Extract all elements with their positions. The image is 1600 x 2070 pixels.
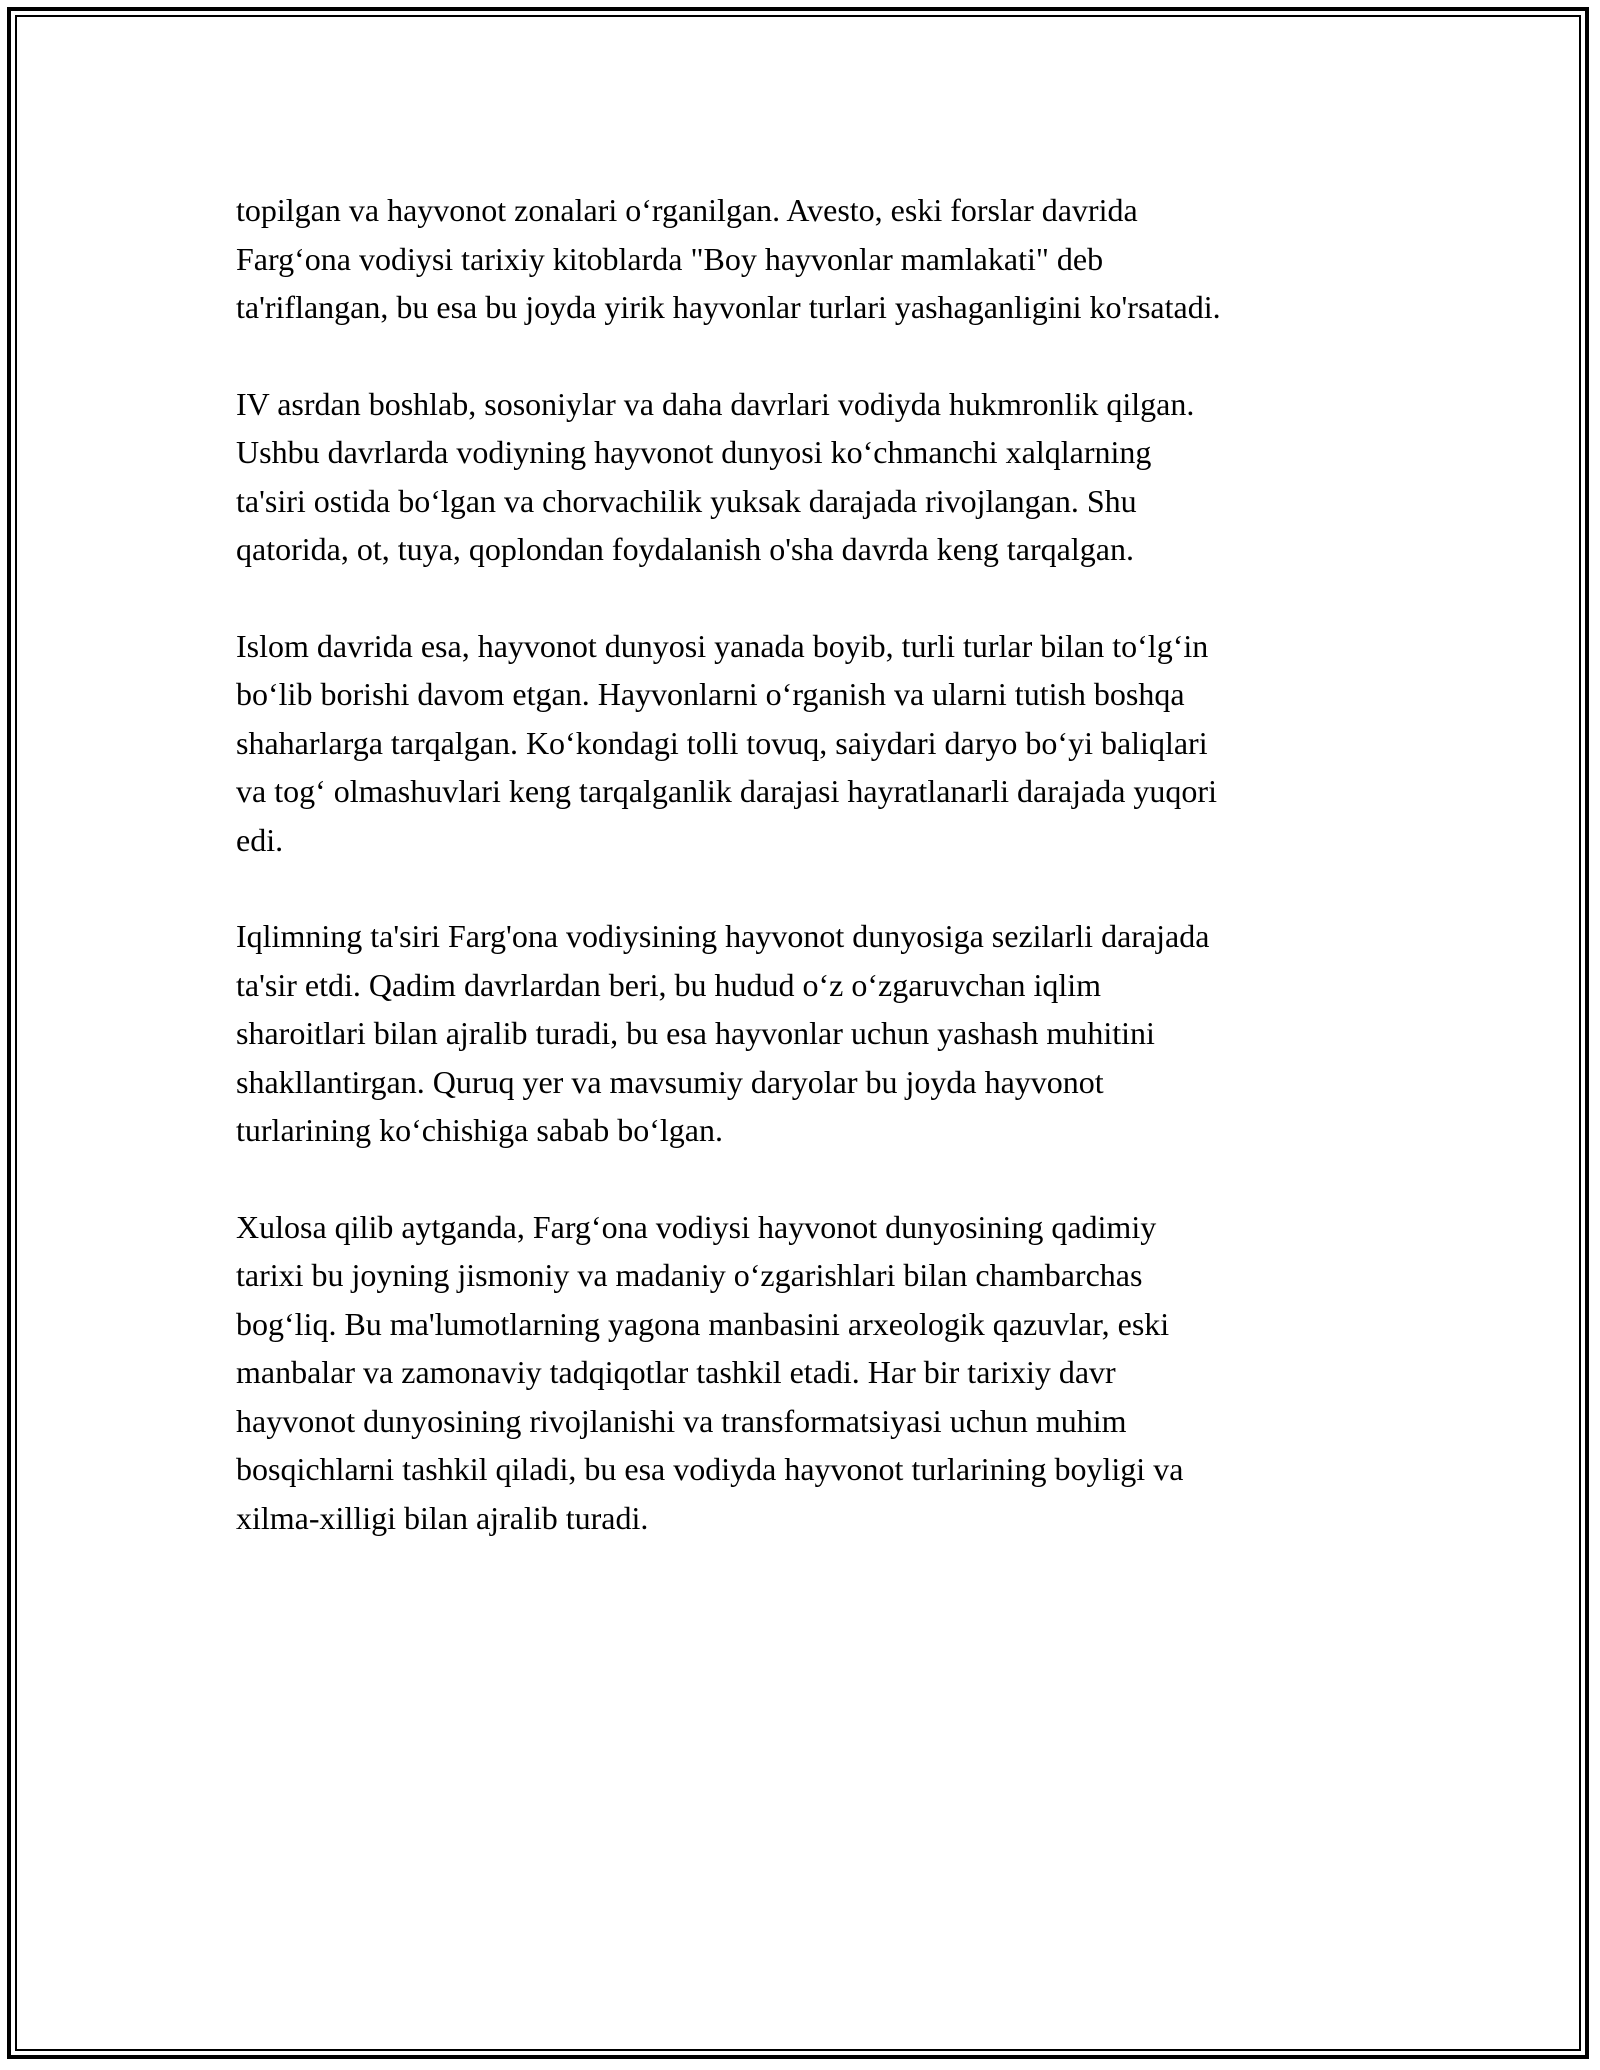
text-line: Ushbu davrlarda vodiyning hayvonot dunyosi ko‘chmanchi xalqlarning xyxy=(236,434,1152,470)
text-line: turlarining ko‘chishiga sabab bo‘lgan. xyxy=(236,1112,723,1148)
text-line: Xulosa qilib aytganda, Farg‘ona vodiysi hayvonot dunyosining qadimiy xyxy=(236,1208,1157,1245)
text-line: va tog‘ olmashuvlari keng tarqalganlik darajasi hayratlanarli darajada yuqori xyxy=(236,773,1217,809)
text-line: topilgan va hayvonot zonalari o‘rganilgan. Avesto, eski forslar davrida xyxy=(236,192,1138,228)
text-line: xilma-xilligi bilan ajralib turadi. xyxy=(236,1499,649,1536)
text-line: IV asrdan boshlab, sosoniylar va daha davrlari vodiyda hukmronlik qilgan. xyxy=(236,385,1195,422)
text-line: hayvonot dunyosining rivojlanishi va transformatsiyasi uchun muhim xyxy=(236,1402,1127,1439)
paragraph-5 xyxy=(236,1203,1386,1543)
text-line: shaharlarga tarqalgan. Ko‘kondagi tolli tovuq, saiydari daryo bo‘yi baliqlari xyxy=(236,724,1208,761)
text-line: edi. xyxy=(236,821,284,858)
paragraph-1 xyxy=(236,186,1386,332)
text-line: Farg‘ona vodiysi tarixiy kitoblarda "Boy hayvonlar mamlakati" deb xyxy=(236,240,1104,277)
text-line: tarixi bu joyning jismoniy va madaniy o‘zgarishlari bilan chambarchas xyxy=(236,1257,1143,1293)
text-line: bog‘liq. Bu ma'lumotlarning yagona manbasini arxeologik qazuvlar, eski xyxy=(236,1305,1170,1342)
text-line: shakllantirgan. Quruq yer va mavsumiy daryolar bu joyda hayvonot xyxy=(236,1063,1104,1100)
text-line: bo‘lib borishi davom etgan. Hayvonlarni o‘rganish va ularni tutish boshqa xyxy=(236,676,1185,712)
text-line: ta'siri ostida bo‘lgan va chorvachilik yuksak darajada rivojlangan. Shu xyxy=(236,482,1137,519)
document-body xyxy=(236,186,1386,1590)
paragraph-4 xyxy=(236,912,1386,1155)
paragraph-2 xyxy=(236,380,1386,574)
text-line: manbalar va zamonaviy tadqiqotlar tashkil etadi. Har bir tarixiy davr xyxy=(236,1354,1116,1390)
text-line: Iqlimning ta'siri Farg'ona vodiysining hayvonot dunyosiga sezilarli darajada xyxy=(236,918,1210,954)
text-line: bosqichlarni tashkil qiladi, bu esa vodiyda hayvonot turlarining boyligi va xyxy=(236,1451,1184,1487)
text-line: ta'riflangan, bu esa bu joyda yirik hayvonlar turlari yashaganligini ko'rsatadi. xyxy=(236,289,1221,325)
text-line: Islom davrida esa, hayvonot dunyosi yanada boyib, turli turlar bilan to‘lg‘in xyxy=(236,627,1209,664)
text-line: ta'sir etdi. Qadim davrlardan beri, bu hudud o‘z o‘zgaruvchan iqlim xyxy=(236,966,1102,1003)
text-line: qatorida, ot, tuya, qoplondan foydalanish o'sha davrda keng tarqalgan. xyxy=(236,531,1134,567)
paragraph-3 xyxy=(236,622,1386,865)
text-line: sharoitlari bilan ajralib turadi, bu esa hayvonlar uchun yashash muhitini xyxy=(236,1015,1155,1051)
